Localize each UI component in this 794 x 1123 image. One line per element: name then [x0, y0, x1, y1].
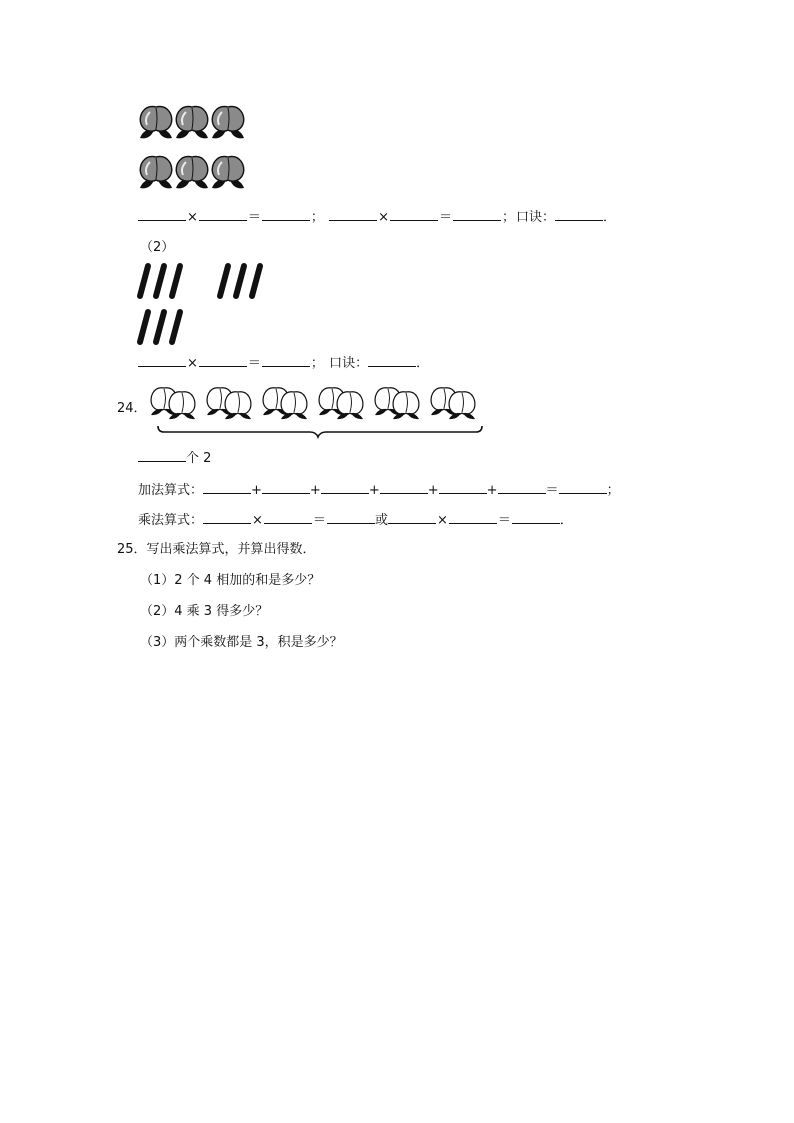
answer-blank[interactable]: [262, 208, 310, 221]
peach-icon: [176, 107, 208, 139]
stick-icon: [140, 266, 148, 296]
equation-line-1: [138, 208, 616, 226]
plus-sign: +: [427, 483, 439, 498]
equals-sign: ＝: [247, 356, 261, 371]
peach-icon: [225, 392, 251, 419]
answer-blank[interactable]: [559, 481, 607, 494]
koujue-label: 口诀：: [329, 356, 369, 371]
peach-icon: [281, 392, 307, 419]
stick-icon: [252, 266, 260, 296]
equation-line-2: [138, 354, 429, 372]
answer-blank[interactable]: [264, 511, 312, 524]
stick-icon: [140, 312, 148, 342]
equals-sign: ＝: [497, 513, 511, 528]
peach-pairs-image: [148, 380, 488, 436]
plus-sign: +: [309, 483, 321, 498]
or-word: 或: [374, 513, 388, 528]
stick-icon: [172, 312, 180, 342]
answer-blank[interactable]: [262, 354, 310, 367]
multiplication-line: [138, 511, 573, 529]
peach-icon: [337, 392, 363, 419]
separator: ；: [606, 483, 620, 498]
times-sign: ×: [187, 356, 198, 371]
equals-sign: ＝: [247, 210, 261, 225]
peach-icon: [169, 392, 195, 419]
answer-blank[interactable]: [203, 511, 251, 524]
question-25-title: [117, 542, 316, 558]
answer-blank[interactable]: [368, 354, 416, 367]
period: ．: [559, 513, 573, 528]
count-suffix: 个 2: [186, 451, 212, 466]
peach-icon: [212, 107, 244, 139]
stick-icon: [156, 266, 164, 296]
answer-blank[interactable]: [498, 481, 546, 494]
answer-blank[interactable]: [203, 481, 251, 494]
peach-icon: [449, 392, 475, 419]
answer-blank[interactable]: [138, 208, 186, 221]
period: ．: [416, 356, 430, 371]
peach-icon: [212, 157, 244, 189]
peach-icon: [140, 157, 172, 189]
answer-blank[interactable]: [199, 354, 247, 367]
answer-blank[interactable]: [453, 208, 501, 221]
plus-sign: +: [368, 483, 380, 498]
peach-icon: [140, 107, 172, 139]
times-sign: ×: [187, 210, 198, 225]
question-number: 25．: [117, 542, 147, 557]
addition-line: [138, 481, 620, 499]
answer-blank[interactable]: [555, 208, 603, 221]
plus-sign: +: [486, 483, 498, 498]
part-label: （2）: [140, 240, 175, 255]
plus-sign: +: [251, 483, 262, 498]
sub-question: （2）4 乘 3 得多少？: [140, 604, 269, 619]
times-sign: ×: [436, 513, 448, 528]
group-count-line: [138, 449, 211, 467]
answer-blank[interactable]: [327, 511, 375, 524]
equals-sign: ＝: [312, 513, 326, 528]
question-number: 24．: [117, 401, 147, 416]
period: ．: [603, 210, 617, 225]
stick-icon: [172, 266, 180, 296]
separator: ；: [310, 210, 324, 225]
answer-blank[interactable]: [262, 481, 310, 494]
separator: ；: [310, 356, 324, 371]
stick-icon: [220, 266, 228, 296]
answer-blank[interactable]: [390, 208, 438, 221]
answer-blank[interactable]: [388, 511, 436, 524]
equals-sign: ＝: [545, 483, 559, 498]
addition-label: 加法算式：: [138, 483, 204, 498]
times-sign: ×: [378, 210, 389, 225]
answer-blank[interactable]: [138, 449, 186, 462]
equals-sign: ＝: [438, 210, 452, 225]
stick-icon: [236, 266, 244, 296]
answer-blank[interactable]: [329, 208, 377, 221]
peach-group-image: [136, 98, 256, 193]
brace-icon: [158, 426, 482, 437]
question-text: 写出乘法算式，并算出得数．: [146, 542, 316, 557]
answer-blank[interactable]: [380, 481, 428, 494]
answer-blank[interactable]: [199, 208, 247, 221]
sticks-image: [136, 262, 276, 347]
koujue-label: 口诀：: [516, 210, 556, 225]
separator: ；: [502, 210, 516, 225]
sub-question: （3）两个乘数都是 3，积是多少？: [140, 635, 343, 650]
answer-blank[interactable]: [138, 354, 186, 367]
stick-icon: [156, 312, 164, 342]
peach-icon: [176, 157, 208, 189]
answer-blank[interactable]: [512, 511, 560, 524]
answer-blank[interactable]: [439, 481, 487, 494]
answer-blank[interactable]: [321, 481, 369, 494]
answer-blank[interactable]: [449, 511, 497, 524]
peach-icon: [393, 392, 419, 419]
multiplication-label: 乘法算式：: [138, 513, 204, 528]
sub-question: （1）2 个 4 相加的和是多少？: [140, 573, 321, 588]
times-sign: ×: [252, 513, 263, 528]
